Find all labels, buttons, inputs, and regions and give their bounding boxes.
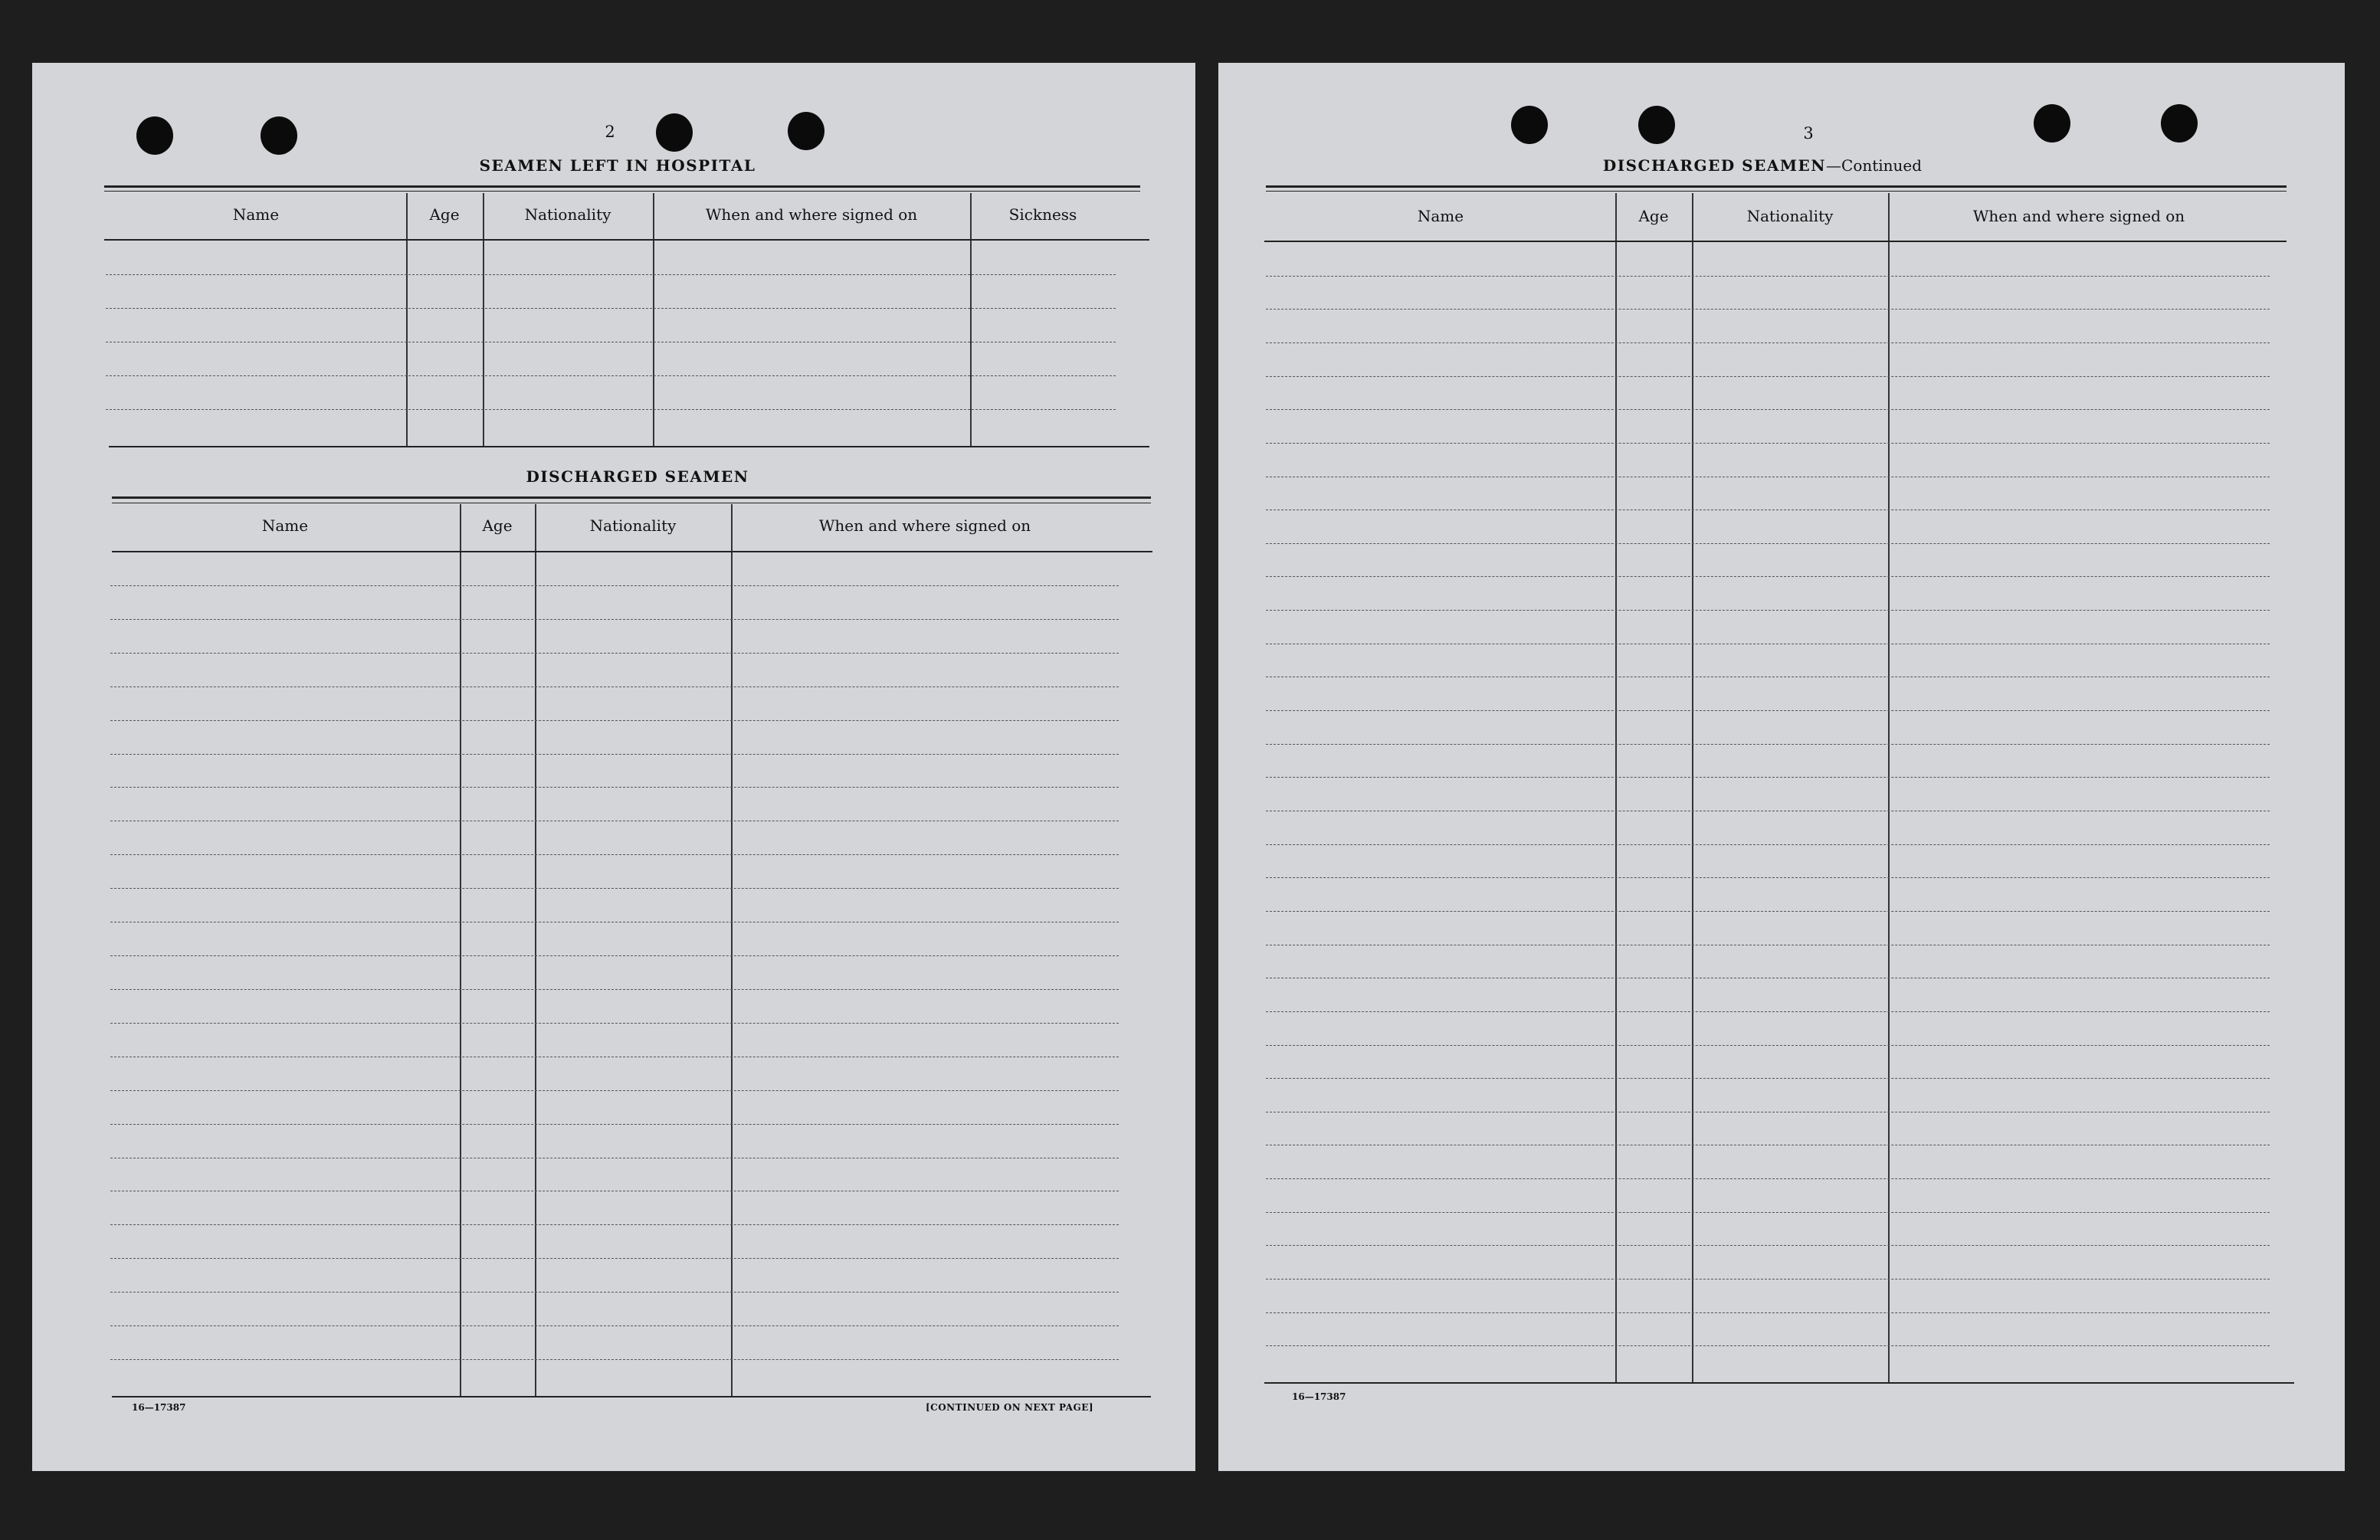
entry-row-line xyxy=(1266,376,2270,377)
entry-row-line xyxy=(110,1325,1119,1326)
entry-row-line xyxy=(1266,576,2270,577)
entry-row-line xyxy=(110,619,1119,620)
entry-row-line xyxy=(1266,710,2270,711)
entry-row-line xyxy=(110,1124,1119,1125)
punch-hole xyxy=(788,112,824,150)
entry-row-line xyxy=(1266,1245,2270,1246)
column-header: When and where signed on xyxy=(818,516,1031,535)
column-header: Age xyxy=(482,516,513,535)
entry-row-line xyxy=(110,1359,1119,1360)
entry-row-line xyxy=(1266,844,2270,845)
punch-hole xyxy=(2161,104,2198,143)
table-bottom-rule xyxy=(1264,1382,2294,1384)
column-header: Nationality xyxy=(589,516,677,535)
table-top-rule xyxy=(1266,185,2287,188)
column-divider xyxy=(535,504,536,1396)
entry-row-line xyxy=(110,686,1119,687)
entry-row-line xyxy=(1266,409,2270,410)
table-top-rule xyxy=(104,185,1140,188)
right-page xyxy=(1218,63,2345,1471)
page-number: 2 xyxy=(605,123,615,141)
left-page xyxy=(32,63,1195,1471)
column-divider xyxy=(460,504,461,1396)
table-top-rule xyxy=(1266,191,2287,192)
entry-row-line xyxy=(110,787,1119,788)
table-top-rule xyxy=(112,496,1151,499)
entry-row-line xyxy=(1266,276,2270,277)
entry-row-line xyxy=(110,720,1119,721)
entry-row-line xyxy=(110,989,1119,990)
table-bottom-rule xyxy=(109,446,1149,447)
column-divider xyxy=(731,504,733,1396)
section-title-suffix: —Continued xyxy=(1826,156,1923,175)
entry-row-line xyxy=(106,409,1116,410)
entry-row-line xyxy=(110,955,1119,956)
punch-hole xyxy=(656,113,693,152)
column-divider xyxy=(406,193,408,446)
discharged-section-title: DISCHARGED SEAMEN xyxy=(526,467,749,486)
entry-row-line xyxy=(110,1090,1119,1091)
entry-row-line xyxy=(1266,911,2270,912)
entry-row-line xyxy=(110,1258,1119,1259)
column-header: Age xyxy=(1638,207,1669,225)
entry-row-line xyxy=(1266,877,2270,878)
entry-row-line xyxy=(1266,1279,2270,1280)
entry-row-line xyxy=(1266,777,2270,778)
header-rule xyxy=(1264,241,2287,242)
punch-hole xyxy=(261,116,297,155)
entry-row-line xyxy=(1266,543,2270,544)
discharged-continued-title xyxy=(1601,156,1923,175)
entry-row-line xyxy=(106,375,1116,376)
entry-row-line xyxy=(1266,309,2270,310)
punch-hole xyxy=(1511,106,1548,144)
column-header: Nationality xyxy=(1746,207,1834,225)
entry-row-line xyxy=(110,854,1119,855)
entry-row-line xyxy=(1266,1045,2270,1046)
entry-row-line xyxy=(106,274,1116,275)
punch-hole xyxy=(2034,104,2070,143)
column-header: Sickness xyxy=(1008,205,1077,224)
entry-row-line xyxy=(110,1023,1119,1024)
column-header: Name xyxy=(261,516,309,535)
column-header: Name xyxy=(232,205,280,224)
entry-row-line xyxy=(1266,610,2270,611)
column-header: When and where signed on xyxy=(1972,207,2185,225)
column-divider xyxy=(1615,193,1617,1382)
entry-row-line xyxy=(110,888,1119,889)
column-divider xyxy=(483,193,484,446)
form-number: 16—17387 xyxy=(1292,1391,1346,1402)
column-header: Age xyxy=(429,205,460,224)
column-header: Nationality xyxy=(524,205,611,224)
entry-row-line xyxy=(1266,1078,2270,1079)
entry-row-line xyxy=(110,653,1119,654)
entry-row-line xyxy=(106,308,1116,309)
entry-row-line xyxy=(1266,1011,2270,1012)
table-bottom-rule xyxy=(112,1396,1151,1397)
header-rule xyxy=(112,551,1152,552)
column-header: When and where signed on xyxy=(705,205,918,224)
column-divider xyxy=(1888,193,1890,1382)
table-top-rule xyxy=(104,191,1140,192)
column-divider xyxy=(970,193,972,446)
continued-note: [CONTINUED ON NEXT PAGE] xyxy=(926,1402,1094,1413)
column-divider xyxy=(1692,193,1693,1382)
entry-row-line xyxy=(1266,1345,2270,1346)
page-number: 3 xyxy=(1803,124,1814,143)
entry-row-line xyxy=(1266,744,2270,745)
column-divider xyxy=(653,193,654,446)
header-rule xyxy=(104,239,1149,241)
entry-row-line xyxy=(110,1292,1119,1293)
section-title-main: DISCHARGED SEAMEN xyxy=(1602,156,1827,175)
column-header: Name xyxy=(1417,207,1464,225)
entry-row-line xyxy=(1266,1178,2270,1179)
hospital-section-title: SEAMEN LEFT IN HOSPITAL xyxy=(479,156,756,175)
punch-hole xyxy=(1638,106,1675,144)
entry-row-line xyxy=(110,754,1119,755)
entry-row-line xyxy=(110,585,1119,586)
entry-row-line xyxy=(1266,1312,2270,1313)
entry-row-line xyxy=(1266,443,2270,444)
entry-row-line xyxy=(1266,342,2270,343)
entry-row-line xyxy=(1266,1212,2270,1213)
punch-hole xyxy=(136,116,173,155)
entry-row-line xyxy=(110,1224,1119,1225)
form-number: 16—17387 xyxy=(132,1402,186,1413)
